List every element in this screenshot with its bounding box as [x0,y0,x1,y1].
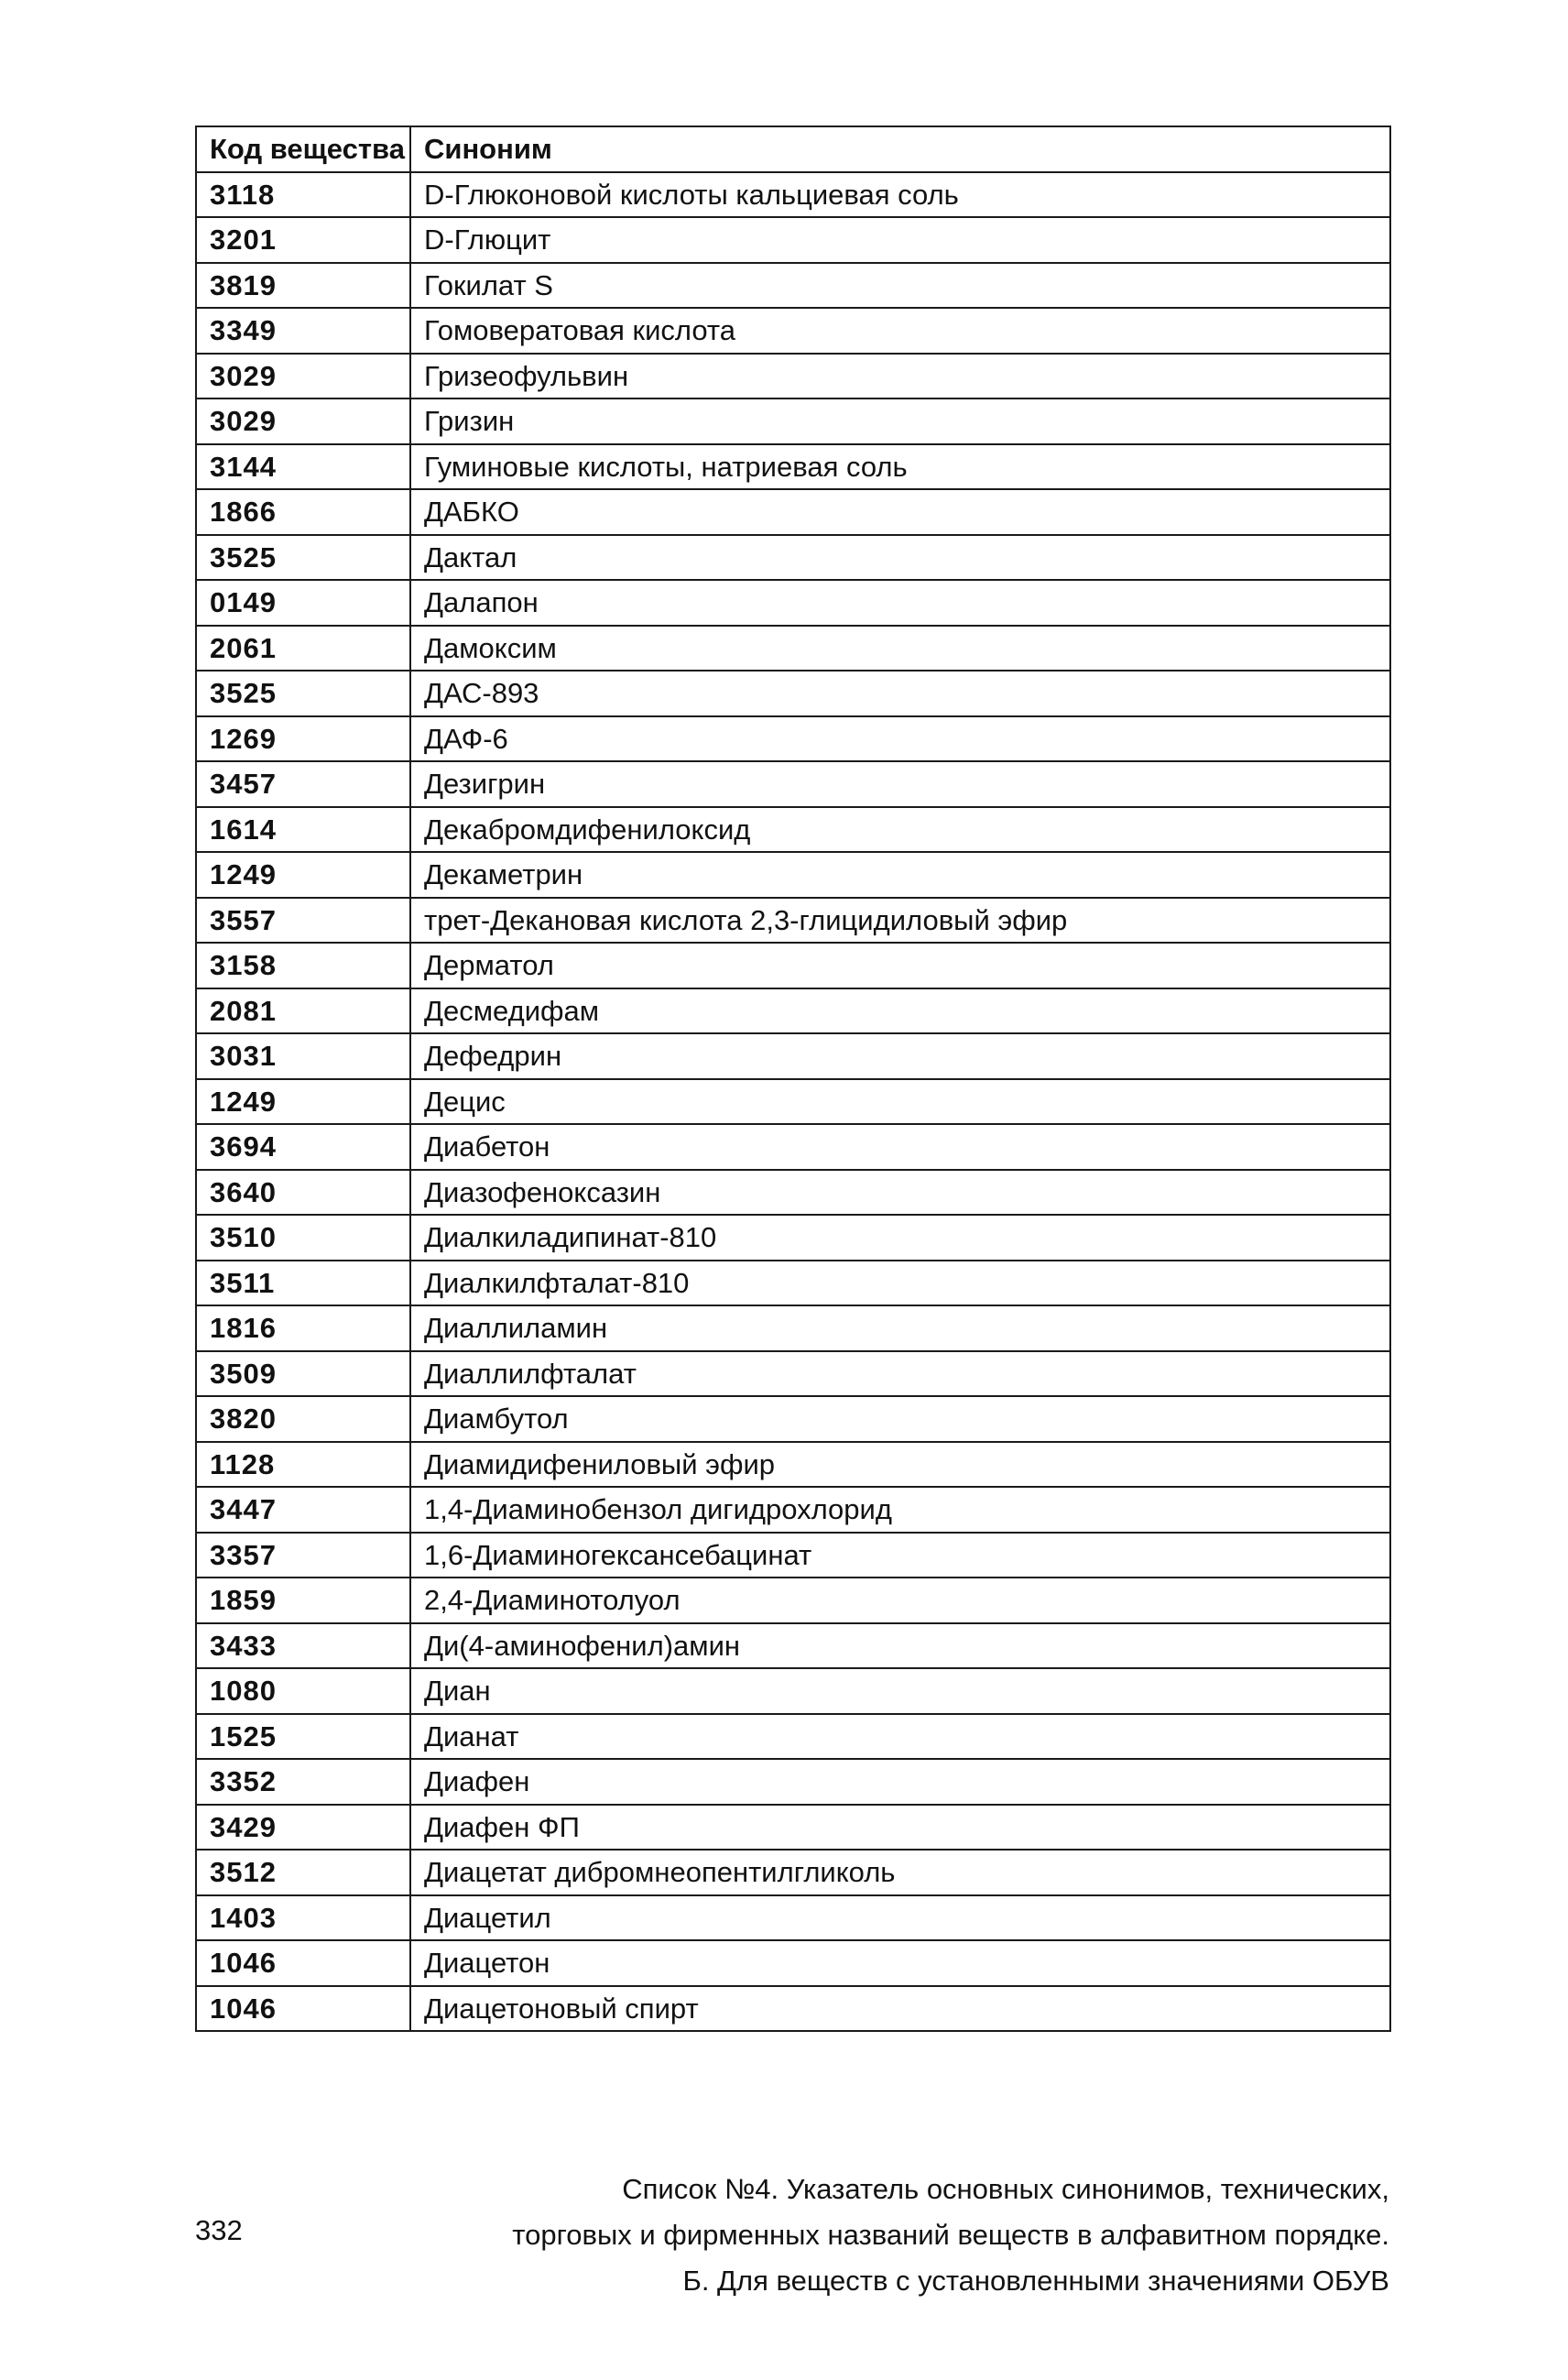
substance-code-cell: 3118 [196,172,410,218]
table-row [196,671,1390,716]
table-row [196,1578,1390,1623]
table-row [196,1668,1390,1714]
substance-code-cell: 3640 [196,1170,410,1216]
table-row [196,852,1390,898]
synonym-cell: D-Глюконовой кислоты кальциевая соль [410,172,1390,218]
synonym-cell: Диан [410,1668,1390,1714]
substance-code-cell: 3357 [196,1533,410,1578]
substance-code-cell: 1269 [196,716,410,762]
substance-code-cell: 3819 [196,263,410,309]
substance-code-cell: 0149 [196,580,410,626]
table-body [196,172,1390,2032]
synonym-cell: Диамбутол [410,1396,1390,1442]
caption-line: Б. Для веществ с установленными значениями ОБУВ [682,2265,1389,2297]
synonym-cell: Гуминовые кислоты, натриевая соль [410,444,1390,490]
substance-code-cell: 1249 [196,852,410,898]
substance-code-cell: 3433 [196,1623,410,1669]
substance-code-cell: 1866 [196,489,410,535]
substance-code-cell: 3158 [196,943,410,988]
substance-code-cell: 3457 [196,761,410,807]
table-header-row [196,126,1390,172]
synonym-cell: Диазофеноксазин [410,1170,1390,1216]
synonym-cell: Децис [410,1079,1390,1125]
table-row [196,1487,1390,1533]
table-row [196,1079,1390,1125]
synonym-cell: Диафен ФП [410,1805,1390,1851]
synonym-cell: Диамидифениловый эфир [410,1442,1390,1488]
table-row [196,1396,1390,1442]
substance-code-cell: 1046 [196,1986,410,2032]
synonym-cell: Дактал [410,535,1390,581]
header-code: Код вещества [196,126,410,172]
table-row [196,988,1390,1034]
synonym-cell: Декаметрин [410,852,1390,898]
substance-code-cell: 3557 [196,898,410,944]
synonym-cell: трет-Декановая кислота 2,3-глицидиловый эфир [410,898,1390,944]
synonym-cell: Дезигрин [410,761,1390,807]
table-row [196,626,1390,671]
substance-code-cell: 3509 [196,1351,410,1397]
substance-code-cell: 3144 [196,444,410,490]
table-row [196,398,1390,444]
substance-code-cell: 3201 [196,217,410,263]
substance-code-cell: 3512 [196,1850,410,1895]
substance-code-cell: 3510 [196,1215,410,1261]
table-row [196,1533,1390,1578]
substance-code-cell: 3525 [196,671,410,716]
table-row [196,1714,1390,1760]
substance-code-cell: 3029 [196,354,410,399]
synonym-cell: Диабетон [410,1124,1390,1170]
table-row [196,263,1390,309]
substance-code-cell: 1614 [196,807,410,853]
synonym-cell: 1,6-Диаминогексансебацинат [410,1533,1390,1578]
synonym-cell: Ди(4-аминофенил)амин [410,1623,1390,1669]
synonym-cell: Диалкилфталат-810 [410,1261,1390,1306]
table-row [196,535,1390,581]
substance-code-cell: 1525 [196,1714,410,1760]
synonym-cell: Диаллилфталат [410,1351,1390,1397]
table-row [196,1215,1390,1261]
synonym-cell: Гризеофульвин [410,354,1390,399]
substance-code-cell: 2061 [196,626,410,671]
synonym-cell: Гризин [410,398,1390,444]
caption-line: торговых и фирменных названий веществ в алфавитном порядке. [512,2219,1389,2251]
table-row [196,1305,1390,1351]
synonym-cell: Диалкиладипинат-810 [410,1215,1390,1261]
table-row [196,172,1390,218]
synonym-table [195,126,1391,2032]
synonym-cell: Диацетоновый спирт [410,1986,1390,2032]
table-row [196,217,1390,263]
table-row [196,898,1390,944]
substance-code-cell: 3352 [196,1759,410,1805]
substance-code-cell: 3031 [196,1033,410,1079]
table-row [196,444,1390,490]
substance-code-cell: 3447 [196,1487,410,1533]
synonym-cell: Диацетон [410,1940,1390,1986]
synonym-cell: Декабромдифенилоксид [410,807,1390,853]
synonym-cell: Далапон [410,580,1390,626]
table-row [196,1442,1390,1488]
table-row [196,1623,1390,1669]
table-row [196,716,1390,762]
synonym-cell: Дианат [410,1714,1390,1760]
synonym-cell: ДАС-893 [410,671,1390,716]
synonym-cell: Диаллиламин [410,1305,1390,1351]
table-row [196,1895,1390,1941]
synonym-cell: ДАФ-6 [410,716,1390,762]
synonym-cell: Гомовератовая кислота [410,308,1390,354]
table-row [196,807,1390,853]
substance-code-cell: 3029 [196,398,410,444]
table-row [196,308,1390,354]
substance-code-cell: 1816 [196,1305,410,1351]
substance-code-cell: 3694 [196,1124,410,1170]
substance-code-cell: 2081 [196,988,410,1034]
table-row [196,1261,1390,1306]
table-row [196,1351,1390,1397]
page-number: 332 [195,2214,243,2246]
synonym-cell: Диафен [410,1759,1390,1805]
substance-code-cell: 3429 [196,1805,410,1851]
substance-code-cell: 3820 [196,1396,410,1442]
table-row [196,943,1390,988]
synonym-cell: Гокилат S [410,263,1390,309]
synonym-cell: Диацетил [410,1895,1390,1941]
substance-code-cell: 3525 [196,535,410,581]
synonym-cell: Десмедифам [410,988,1390,1034]
table-row [196,489,1390,535]
substance-code-cell: 1046 [196,1940,410,1986]
substance-code-cell: 3511 [196,1261,410,1306]
caption-line: Список №4. Указатель основных синонимов, технических, [622,2173,1389,2205]
table-row [196,1124,1390,1170]
substance-code-cell: 1080 [196,1668,410,1714]
substance-code-cell: 3349 [196,308,410,354]
table-row [196,1850,1390,1895]
table-row [196,1759,1390,1805]
synonym-cell: ДАБКО [410,489,1390,535]
synonym-cell: D-Глюцит [410,217,1390,263]
substance-code-cell: 1128 [196,1442,410,1488]
substance-code-cell: 1859 [196,1578,410,1623]
substance-code-cell: 1249 [196,1079,410,1125]
synonym-cell: Диацетат дибромнеопентилгликоль [410,1850,1390,1895]
substance-code-cell: 1403 [196,1895,410,1941]
table-row [196,761,1390,807]
table-row [196,1805,1390,1851]
table-row [196,354,1390,399]
table-row [196,1940,1390,1986]
table-row [196,1033,1390,1079]
page-caption [512,2167,1389,2304]
synonym-cell: Дамоксим [410,626,1390,671]
table-row [196,580,1390,626]
header-synonym: Синоним [410,126,1390,172]
synonym-cell: 2,4-Диаминотолуол [410,1578,1390,1623]
synonym-cell: Дерматол [410,943,1390,988]
synonym-cell: Дефедрин [410,1033,1390,1079]
table-row [196,1986,1390,2032]
synonym-cell: 1,4-Диаминобензол дигидрохлорид [410,1487,1390,1533]
table-row [196,1170,1390,1216]
